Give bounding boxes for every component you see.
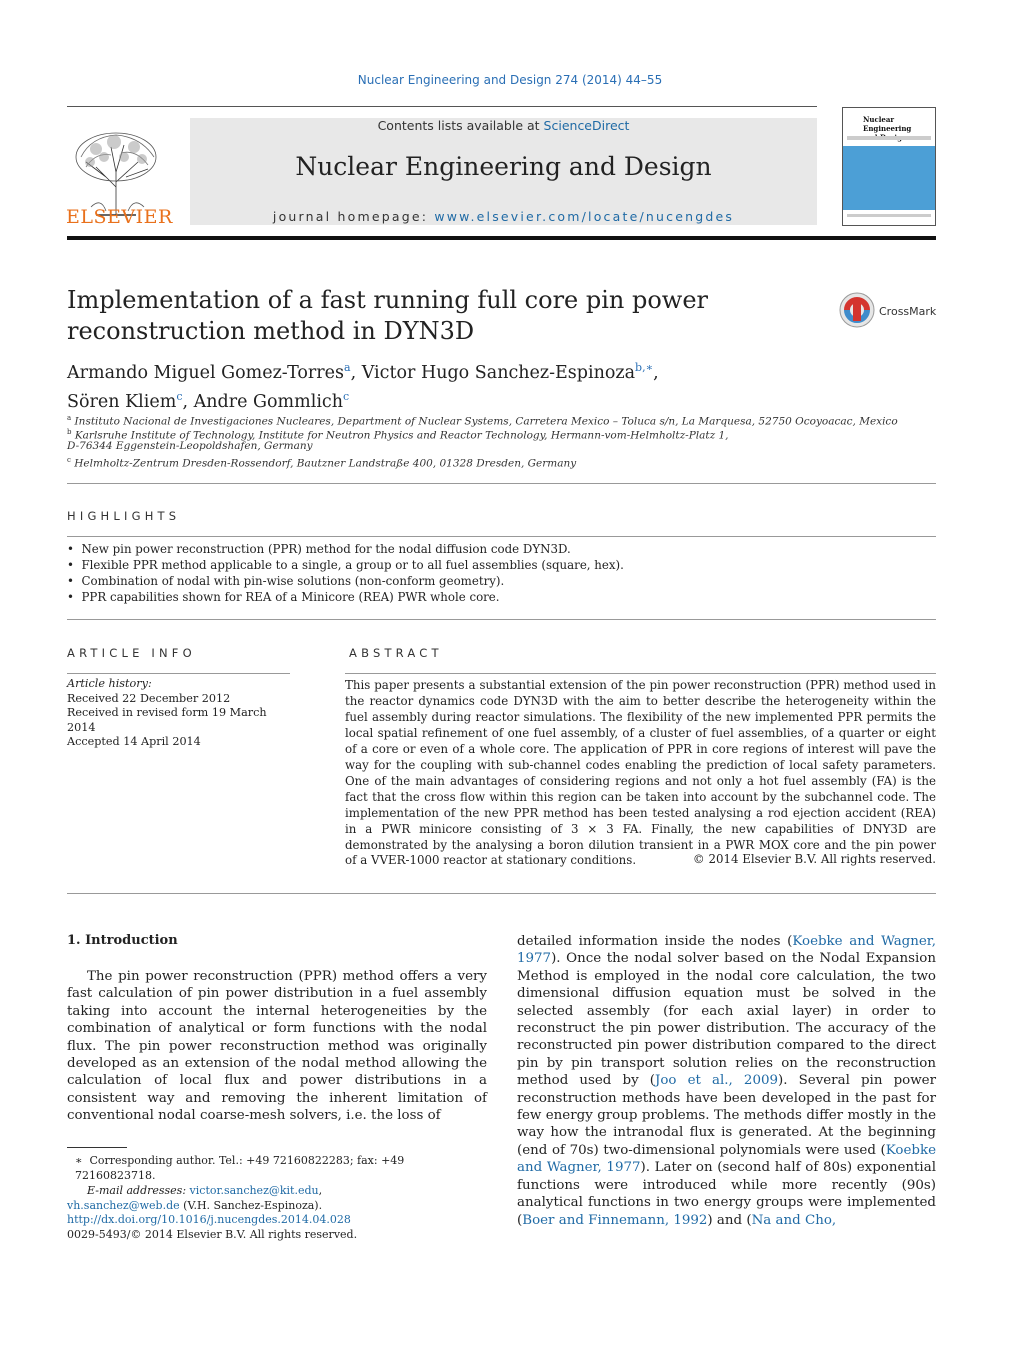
cover-footer-bar xyxy=(847,214,931,217)
footnote-marker: ∗ xyxy=(75,1154,83,1167)
contents-line xyxy=(190,118,817,133)
abstract-copyright: © 2014 Elsevier B.V. All rights reserved. xyxy=(692,852,936,866)
crossmark-label: CrossMark xyxy=(879,305,937,318)
author-separator: , xyxy=(653,362,659,383)
divider xyxy=(67,619,936,620)
author-affiliation-mark[interactable]: b,∗ xyxy=(635,361,654,374)
highlight-item: • PPR capabilities shown for REA of a Minicore (REA) PWR whole core. xyxy=(67,590,500,604)
highlight-item: • Combination of nodal with pin-wise solutions (non-conform geometry). xyxy=(67,574,505,588)
homepage-link[interactable]: www.elsevier.com/locate/nucengdes xyxy=(434,209,735,224)
cover-subtitle-bar xyxy=(847,136,931,140)
issn-copyright: 0029-5493/© 2014 Elsevier B.V. All rights reserved. xyxy=(67,1228,358,1241)
author-separator: , xyxy=(182,391,194,412)
highlight-text: New pin power reconstruction (PPR) method for the nodal diffusion code DYN3D. xyxy=(81,542,571,556)
highlights-heading: HIGHLIGHTS xyxy=(67,509,181,523)
elsevier-wordmark: ELSEVIER xyxy=(66,206,173,228)
citation-link[interactable]: Koebke and Wagner, 1977 xyxy=(517,934,936,967)
divider xyxy=(67,483,936,484)
journal-title: Nuclear Engineering and Design xyxy=(295,152,712,181)
journal-citation[interactable]: Nuclear Engineering and Design 274 (2014) 44–55 xyxy=(357,73,663,87)
body-text: detailed information inside the nodes ( xyxy=(517,934,793,949)
crossmark-badge[interactable] xyxy=(838,291,938,329)
highlight-item: • Flexible PPR method applicable to a single, a group or to all fuel assemblies (square, hex). xyxy=(67,558,624,572)
highlights-list xyxy=(67,541,937,605)
author-name[interactable]: Armando Miguel Gomez-Torres xyxy=(67,362,345,383)
author-affiliation-mark[interactable]: c xyxy=(343,389,350,403)
highlight-text: Flexible PPR method applicable to a single, a group or to all fuel assemblies (square, hex). xyxy=(81,558,624,572)
divider xyxy=(345,673,936,674)
revised-date: Received in revised form 19 March 2014 xyxy=(67,706,267,734)
masthead-rule xyxy=(67,236,936,240)
author-affiliation-mark[interactable]: c xyxy=(176,389,183,403)
body-text: ) and ( xyxy=(707,1212,752,1228)
contents-prefix: Contents lists available at xyxy=(377,118,544,133)
affiliation-text: Karlsruhe Institute of Technology, Institute for Neutron Physics and Reactor Technology, Hermann-vom-Helmholtz-Platz 1, xyxy=(74,429,729,442)
email-owner: (V.H. Sanchez-Espinoza). xyxy=(183,1199,323,1212)
highlight-text: Combination of nodal with pin-wise solutions (non-conform geometry). xyxy=(81,574,505,588)
affiliation-text: Instituto Nacional de Investigaciones Nucleares, Department of Nuclear Systems, Carretera Mexico – Toluca s/n, La Marquesa, 52750 Ocoyoacac, Mexico xyxy=(74,415,898,428)
highlight-item: • New pin power reconstruction (PPR) method for the nodal diffusion code DYN3D. xyxy=(67,542,571,556)
accepted-date: Accepted 14 April 2014 xyxy=(67,735,201,748)
body-text: ). Later on (second half of 80s) exponential functions were introduced while more recently (90s) analytical functions in two energy groups were implemented ( xyxy=(517,1160,936,1228)
introduction-col2 xyxy=(517,933,936,1229)
cover-title: Nuclear Engineering xyxy=(863,115,912,133)
article-title: Implementation of a fast running full core pin power reconstruction method in DYN3D xyxy=(67,286,709,345)
affiliation-mark: a xyxy=(67,414,72,422)
citation-link[interactable]: Joo et al., 2009 xyxy=(654,1073,778,1089)
history-label: Article history: xyxy=(67,677,152,690)
divider xyxy=(67,536,936,537)
header-rule xyxy=(67,106,817,107)
homepage-line xyxy=(190,209,817,224)
affiliation-text: D-76344 Eggenstein-Leopoldshafen, Germany xyxy=(67,440,313,452)
author-name[interactable]: Sören Kliem xyxy=(67,391,177,412)
citation-link[interactable]: Koebke and Wagner, 1977 xyxy=(517,1142,936,1176)
citation-link[interactable]: Na and Cho, xyxy=(751,1212,837,1228)
sciencedirect-link[interactable]: ScienceDirect xyxy=(543,118,630,133)
author-name[interactable]: Victor Hugo Sanchez-Espinoza xyxy=(361,362,636,383)
affiliation-mark: b xyxy=(67,428,72,436)
author-list xyxy=(67,356,867,414)
journal-cover-thumbnail[interactable] xyxy=(842,107,936,226)
affiliation xyxy=(67,439,927,453)
abstract-text: This paper presents a substantial extension of the pin power reconstruction (PPR) method used in the reactor dynamics code DYN3D with the aim to better describe the heterogeneity within the fuel assembly during reactor simulations. The flexibility of the new implemented PPR permits the local spatial refinement of one fuel assembly, of a cluster of fuel assemblies, of a quarter or eight of a core or even of a whole core. The application of PPR in core regions of interest will pave the way for the coupling with sub-channel codes enabling the prediction of local safety parameters. One of the main advantages of considering regions and not only a hot fuel assembly (FA) is the fact that the cross flow within this region can be taken into account by the subchannel code. The implementation of the new PPR method has been tested analysing a rod ejection accident (REA) in a PWR minicore consisting of 3 × 3 FA. Finally, the new capabilities of DNY3D are demonstrated by the analysing a boron dilution transient in a PWR MOX core and the pin power of a VVER-1000 reactor at stationary conditions. xyxy=(345,678,936,868)
article-history xyxy=(67,677,297,750)
highlight-text: PPR capabilities shown for REA of a Minicore (REA) PWR whole core. xyxy=(81,590,500,604)
article-info-heading: ARTICLE INFO xyxy=(67,646,196,660)
affiliation-text: Helmholtz-Zentrum Dresden-Rossendorf, Bautzner Landstraße 400, 01328 Dresden, Germany xyxy=(74,457,577,470)
corresponding-author-footnote: ∗ Corresponding author. Tel.: +49 72160822283; fax: +49 72160823718. E-mail addresses: victor.sanchez@kit.edu, vh.sanchez@web.de (V.H. Sanchez-Espinoza). xyxy=(67,1154,405,1212)
body-text: ). Several pin power reconstruction methods have been developed in the past for few energy group problems. The methods differ mostly in the way how the intranodal flux is generated. At the beginning (end of 70s) two-dimensional polynomials were used ( xyxy=(517,1073,936,1158)
doi-block xyxy=(67,1212,357,1242)
cover-image xyxy=(843,146,935,210)
introduction-col1: The pin power reconstruction (PPR) method offers a very fast calculation of pin power distribution in a fuel assembly taking into account the internal heterogeneities by the combination of analytical or form functions with the nodal flux. The pin power reconstruction method was originally developed as an extension of the nodal method allowing the calculation of local flux and power distributions in a consistent way and removing the inherent limitation of conventional nodal coarse-mesh solvers, i.e. the loss of xyxy=(67,969,487,1124)
corresponding-author-text: Corresponding author. Tel.: +49 72160822283; fax: +49 72160823718. xyxy=(75,1154,405,1182)
affiliation-mark: c xyxy=(67,456,71,464)
abstract-heading: ABSTRACT xyxy=(349,646,443,660)
footnote-rule xyxy=(67,1147,127,1148)
citation-link[interactable]: Boer and Finnemann, 1992 xyxy=(522,1212,708,1228)
divider xyxy=(67,673,290,674)
author-affiliation-mark[interactable]: a xyxy=(344,361,351,374)
email-link[interactable]: victor.sanchez@kit.edu xyxy=(189,1184,319,1197)
received-date: Received 22 December 2012 xyxy=(67,691,231,705)
affiliation xyxy=(67,453,927,471)
introduction-heading: 1. Introduction xyxy=(67,933,178,948)
doi-link[interactable]: http://dx.doi.org/10.1016/j.nucengdes.2014.04.028 xyxy=(67,1213,351,1226)
body-text: ). Once the nodal solver based on the Nodal Expansion Method is employed in the nodal core calculation, the two dimensional diffusion equation must be solved in the selected assembly (for each axial layer) in order to reconstruct the pin power distribution. The accuracy of the reconstructed pin power distribution compared to the direct pin by pin transport solution relies on the reconstruction method used by ( xyxy=(517,951,936,1089)
email-link[interactable]: vh.sanchez@web.de xyxy=(67,1199,180,1212)
email-label: E-mail addresses: xyxy=(87,1184,187,1197)
author-separator: , xyxy=(350,362,362,383)
homepage-prefix: journal homepage: xyxy=(272,209,435,224)
author-name[interactable]: Andre Gommlich xyxy=(193,391,343,412)
divider xyxy=(67,893,936,894)
